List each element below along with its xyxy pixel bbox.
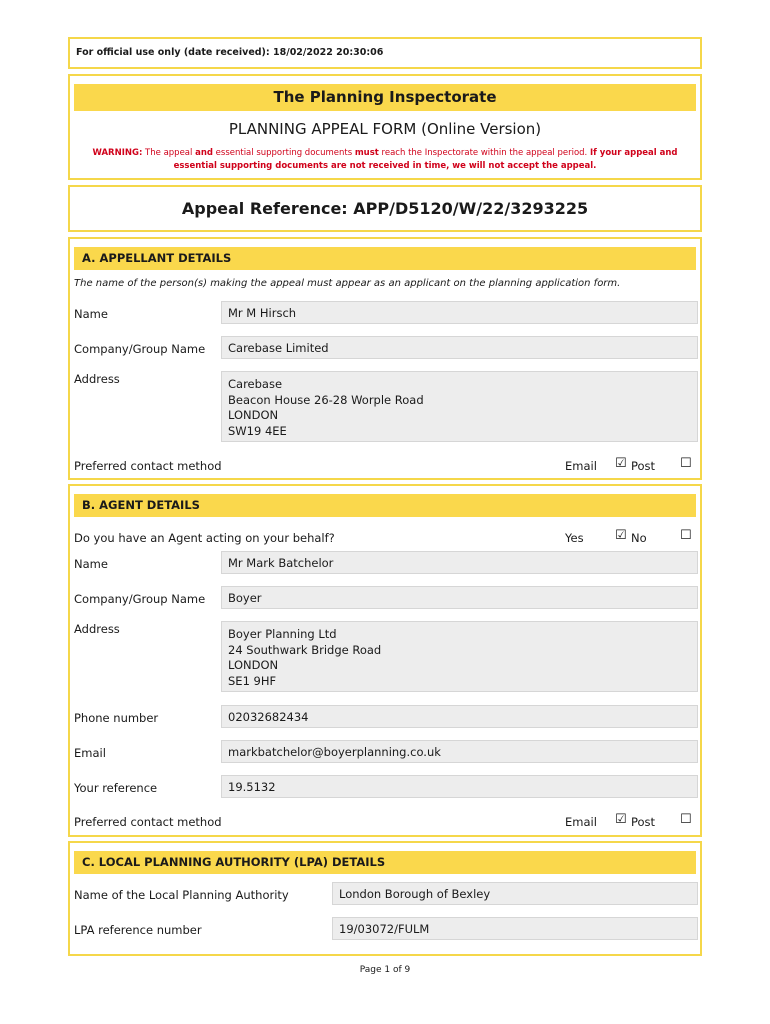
agent-address-field[interactable]: Boyer Planning Ltd 24 Southwark Bridge Road LONDON SE1 9HF (221, 621, 698, 692)
post-checkbox[interactable]: ☐ (680, 812, 692, 827)
section-heading: B. AGENT DETAILS (74, 494, 696, 517)
phone-label: Phone number (74, 711, 159, 725)
company-label: Company/Group Name (74, 592, 206, 606)
email-label: Email (74, 746, 106, 760)
lpa-ref-field[interactable]: 19/03072/FULM (332, 917, 698, 940)
appellant-name-field[interactable]: Mr M Hirsch (221, 301, 698, 324)
official-use-box (68, 37, 702, 69)
reference-label: Your reference (74, 781, 158, 795)
no-checkbox[interactable]: ☐ (680, 528, 692, 543)
yes-checkbox[interactable]: ☑ (615, 528, 627, 543)
page-number: Page 1 of 9 (359, 965, 411, 975)
form-subtitle: PLANNING APPEAL FORM (Online Version) (228, 120, 542, 138)
section-heading: A. APPELLANT DETAILS (74, 247, 696, 270)
option-post-label: Post (631, 815, 656, 829)
contact-method-label: Preferred contact method (74, 815, 222, 829)
agent-reference-field[interactable]: 19.5132 (221, 775, 698, 798)
option-yes-label: Yes (565, 531, 584, 545)
form-header (68, 74, 702, 180)
name-label: Name (74, 307, 108, 321)
lpa-name-label: Name of the Local Planning Authority (74, 888, 289, 902)
post-checkbox[interactable]: ☐ (680, 456, 692, 471)
appellant-company-field[interactable]: Carebase Limited (221, 336, 698, 359)
agent-email-field[interactable]: markbatchelor@boyerplanning.co.uk (221, 740, 698, 763)
section-appellant (68, 237, 702, 480)
form-title: The Planning Inspectorate (74, 84, 696, 111)
email-checkbox[interactable]: ☑ (615, 812, 627, 827)
section-heading: C. LOCAL PLANNING AUTHORITY (LPA) DETAILS (74, 851, 696, 874)
email-checkbox[interactable]: ☑ (615, 456, 627, 471)
agent-question-label: Do you have an Agent acting on your behalf? (74, 531, 335, 545)
name-label: Name (74, 557, 108, 571)
option-no-label: No (631, 531, 647, 545)
lpa-ref-label: LPA reference number (74, 923, 202, 937)
warning-text: WARNING: The appeal and essential supporting documents must reach the Inspectorate within the appeal period. If your appeal and essential supporting documents are not received in time, we will not accept the appeal. (92, 148, 678, 171)
contact-method-label: Preferred contact method (74, 459, 222, 473)
agent-company-field[interactable]: Boyer (221, 586, 698, 609)
option-post-label: Post (631, 459, 656, 473)
section-note: The name of the person(s) making the appeal must appear as an applicant on the planning application form. (74, 278, 621, 289)
option-email-label: Email (565, 815, 597, 829)
section-agent (68, 484, 702, 837)
section-lpa (68, 841, 702, 956)
appellant-address-field[interactable]: Carebase Beacon House 26-28 Worple Road LONDON SW19 4EE (221, 371, 698, 442)
address-label: Address (74, 622, 120, 636)
lpa-name-field[interactable]: London Borough of Bexley (332, 882, 698, 905)
official-use-text: For official use only (date received): 18/02/2022 20:30:06 (76, 47, 384, 58)
company-label: Company/Group Name (74, 342, 206, 356)
agent-phone-field[interactable]: 02032682434 (221, 705, 698, 728)
option-email-label: Email (565, 459, 597, 473)
appeal-reference: Appeal Reference: APP/D5120/W/22/3293225 (68, 185, 702, 232)
address-label: Address (74, 372, 120, 386)
agent-name-field[interactable]: Mr Mark Batchelor (221, 551, 698, 574)
